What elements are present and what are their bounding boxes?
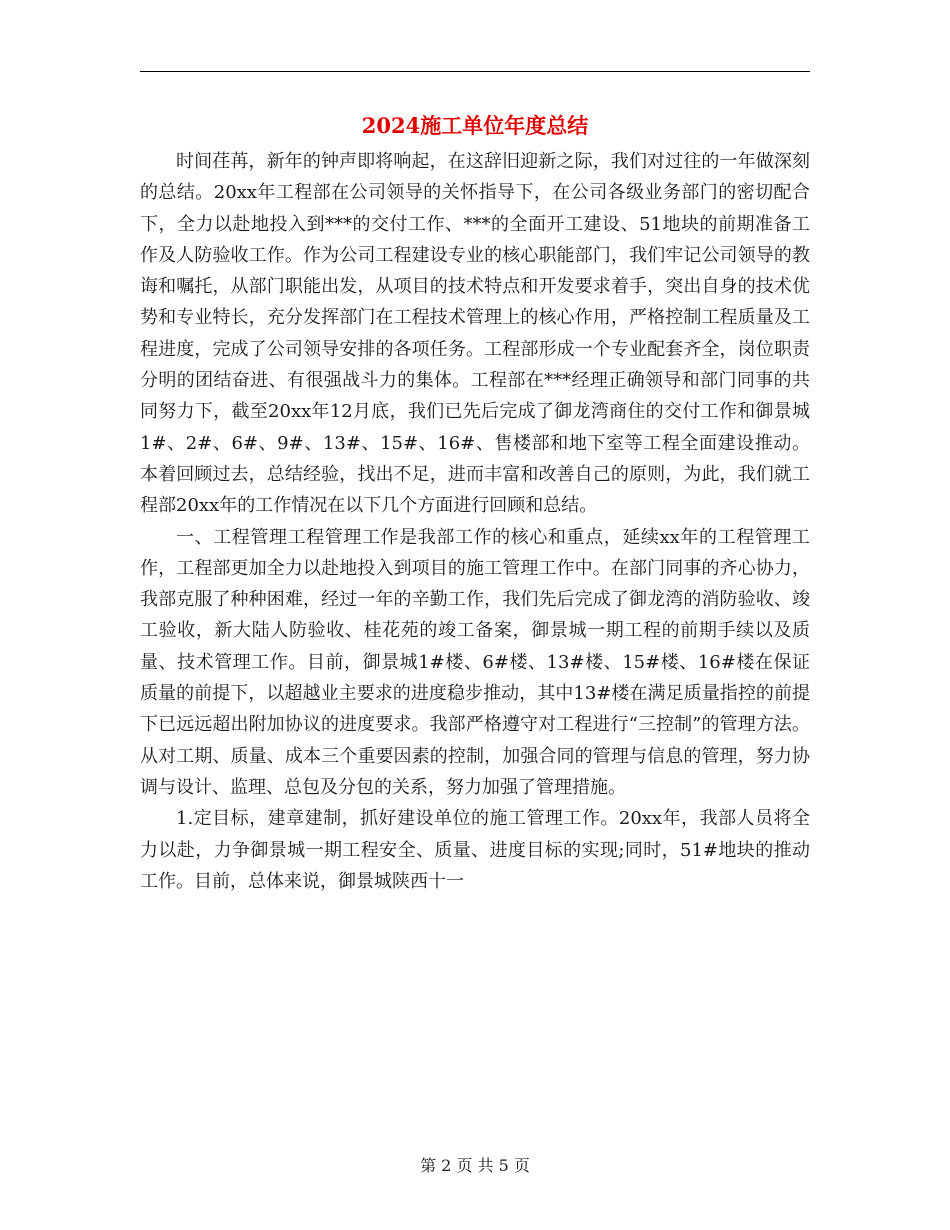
paragraph-section-1: 一、工程管理工程管理工作是我部工作的核心和重点，延续xx年的工程管理工作，工程部更加全力以赴地投入到项目的施工管理工作中。在部门同事的齐心协力，我部克服了种种困难，经过一年的辛勤工作，我们先后完成了御龙湾的消防验收、竣工验收，新大陆人防验收、桂花苑的竣工备案，御景城一期工程的前期手续以及质量、技术管理工作。目前，御景城1#楼、6#楼、13#楼、15#楼、16#楼在保证质量的前提下，以超越业主要求的进度稳步推动，其中13#楼在满足质量指控的前提下已远远超出附加协议的进度要求。我部严格遵守对工程进行“三控制”的管理方法。从对工期、质量、成本三个重要因素的控制，加强合同的管理与信息的管理，努力协调与设计、监理、总包及分包的关系，努力加强了管理措施。 xyxy=(140,526,810,798)
document-body xyxy=(140,146,810,897)
paragraph-item-1: 1.定目标，建章建制，抓好建设单位的施工管理工作。20xx年，我部人员将全力以赴，力争御景城一期工程安全、质量、进度目标的实现;同时，51#地块的推动工作。目前，总体来说，御景城陕西十一 xyxy=(140,808,810,892)
page-number-footer: 第 2 页 共 5 页 xyxy=(420,1156,530,1175)
header-rule xyxy=(140,71,810,72)
document-title: 2024施工单位年度总结 xyxy=(361,113,589,138)
paragraph-intro: 时间荏苒，新年的钟声即将响起，在这辞旧迎新之际，我们对过往的一年做深刻的总结。20xx年工程部在公司领导的关怀指导下，在公司各级业务部门的密切配合下，全力以赴地投入到***的交付工作、***的全面开工建设、51地块的前期准备工作及人防验收工作。作为公司工程建设专业的核心职能部门，我们牢记公司领导的教诲和嘱托，从部门职能出发，从项目的技术特点和开发要求着手，突出自身的技术优势和专业特长，充分发挥部门在工程技术管理上的核心作用，严格控制工程质量及工程进度，完成了公司领导安排的各项任务。工程部形成一个专业配套齐全，岗位职责分明的团结奋进、有很强战斗力的集体。工程部在***经理正确领导和部门同事的共同努力下，截至20xx年12月底，我们已先后完成了御龙湾商住的交付工作和御景城1#、2#、6#、9#、13#、15#、16#、售楼部和地下室等工程全面建设推动。本着回顾过去，总结经验，找出不足，进而丰富和改善自己的原则，为此，我们就工程部20xx年的工作情况在以下几个方面进行回顾和总结。 xyxy=(140,151,810,517)
